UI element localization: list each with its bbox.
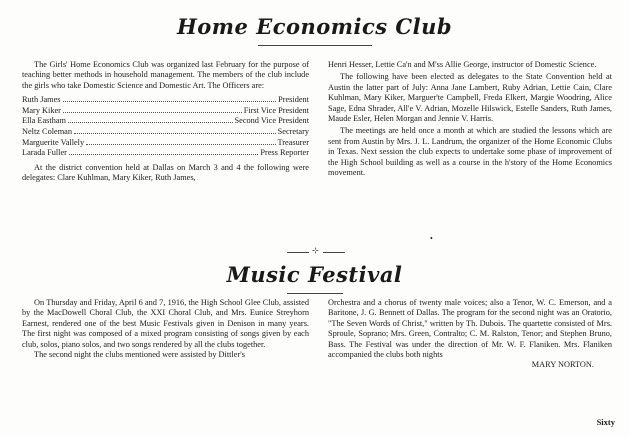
section-divider-right	[323, 252, 345, 253]
home-ec-right-paragraph-3: The meetings are held once a month at which are studied the lessons which are sent from Austin by Mrs. J. L. Landrum, the organizer of the Home Economic Clubs in Texas. Next session the club expects to undertake some phase of improvement of the High School building as well as a course in the h'story of the Home Economics movement.	[328, 126, 612, 178]
music-left-column	[22, 298, 309, 360]
title-underline-home-ec	[258, 45, 372, 46]
officer-row: Neltz Coleman Secretary	[22, 127, 309, 136]
officer-row: Mary Kiker First Vice President	[22, 105, 309, 115]
music-right-paragraph: Orchestra and a chorus of twenty male voices; also a Tenor, W. C. Emerson, and a Baritone, J. G. Bennett of Dallas. The program for the second night was an Oratorio, "The Seven Words of Christ," written by Th. Dubois. The quartette consisted of Mrs. Sproule, Soprano; Mrs. Green, Contralto; C. M. Ralston, Tenor; and Stephen Bruno, Bass. The Festival was under the direction of Mr. W. F. Flaniken. Mrs. Flaniken accompanied the clubs both nights	[328, 298, 612, 360]
home-ec-left-column	[22, 60, 309, 184]
author-signature: MARY NORTON.	[531, 360, 594, 370]
music-second-night-paragraph: The second night the clubs mentioned were assisted by Dittler's	[34, 350, 245, 360]
home-ec-delegates-paragraph: At the district convention held at Dallas on March 3 and 4 the following were delegates: Clare Kuhlman, Mary Kiker, Ruth James,	[22, 162, 309, 183]
officer-row: Ruth James President	[22, 95, 309, 105]
music-intro-paragraph: On Thursday and Friday, April 6 and 7, 1916, the High School Glee Club, assisted by the MacDowell Choral Club, the XXI Choral Club, and Mrs. Eunice Streyhorn Earnest, rendered one of the best Music Festivals given in Denison in many years. The first night was composed of a mixed program consisting of songs given by each club, solos, piano solos, and two songs rendered by all the clubs together.	[22, 298, 309, 349]
officer-row: Marguerite Vallely Treasurer	[22, 137, 309, 147]
home-ec-intro-paragraph: The Girls' Home Economics Club was organized last February for the purpose of teaching better methods in household management. The members of the club include the girls who take Domestic Science and Domestic Art. The Officers are:	[22, 60, 309, 90]
officer-row: Larada Fuller Press Reporter	[22, 148, 309, 158]
home-ec-right-paragraph-2: The following have been elected as delegates to the State Convention held at Austin the latter part of July: Anna Jane Lambert, Ruby Adrian, Lettie Cain, Clare Kuhlman, Mary Kiker, Marguer'te Campbell, Freda Elkert, Margie Woodring, Alice Sage, Edna Shrader, All'e V. Adrian, Mozelle Hilswick, Estelle Sanders, Ruth James, Maude Esler, Helen Morgan and Jennie V. Harris.	[328, 72, 612, 124]
officer-row: Ella Eastham Second Vice President	[22, 116, 309, 126]
home-ec-right-column	[328, 60, 612, 178]
page-number: Sixty	[596, 417, 615, 427]
music-festival-title: Music Festival	[226, 262, 403, 287]
home-ec-right-paragraph-1: Henri Hesser, Lettie Ca'n and M'ss Allie George, instructor of Domestic Science.	[328, 60, 597, 69]
music-right-column	[328, 298, 612, 371]
home-economics-title: Home Economics Club	[176, 14, 453, 39]
ornament-small: •	[430, 234, 433, 243]
divider-ornament-icon: ⊹	[312, 246, 319, 255]
section-divider-left	[287, 252, 309, 253]
officers-list	[22, 95, 309, 159]
title-underline-music	[287, 293, 343, 294]
